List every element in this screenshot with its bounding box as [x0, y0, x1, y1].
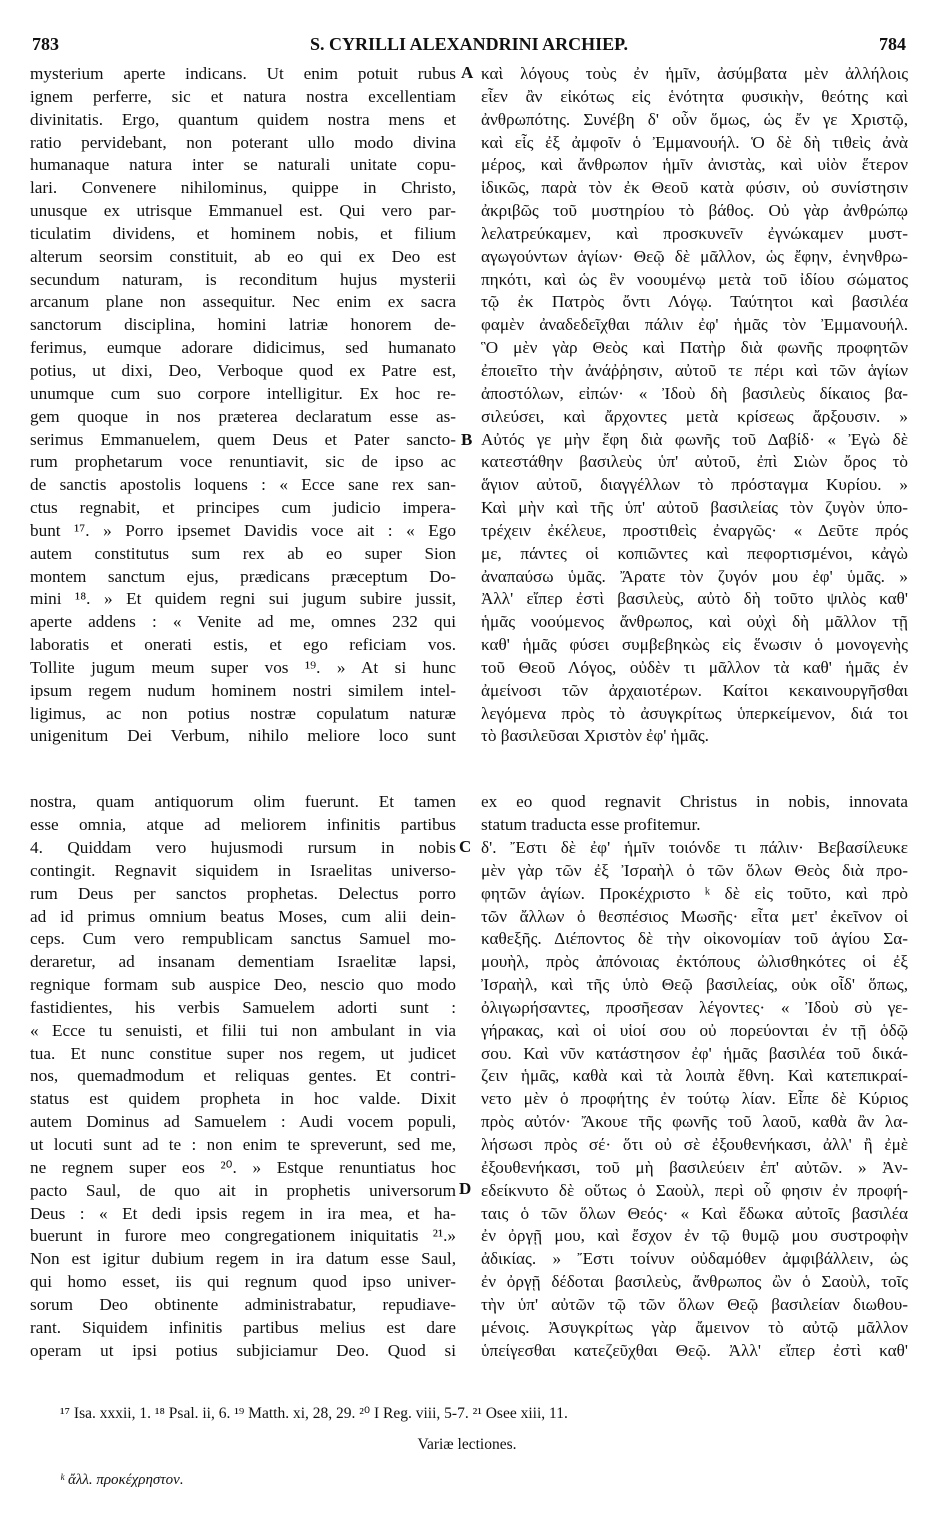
text-line: λελατρεύκαμεν, καὶ προσκυνεῖν ἐγνώκαμεν μυστ- [481, 223, 908, 243]
text-line: δ'. Ἔστι δὲ ἐφ' ἡμῖν τοιόνδε τι πάλιν· Βεβασίλευκε [481, 838, 908, 857]
text-line: bunt ¹⁷. » Porro ipsemet Davidis voce ait : « Ego [30, 520, 456, 540]
text-line: σου. Καὶ νῦν κατάστησον ἐφ' ἡμᾶς βασιλέα τοῦ δικά- [481, 1043, 908, 1063]
text-line: καὶ λόγους τοὺς ἐν ἡμῖν, ἀσύμβατα μὲν ἀλλήλοις [481, 64, 908, 83]
running-title: S. CYRILLI ALEXANDRINI ARCHIEP. [310, 34, 628, 54]
text-line: λεγόμενα πρὸς τὸ ἀσυγκρίτως ὑπερκείμενον, διά τοι [481, 703, 908, 723]
text-line: potius, ut dixi, Deo, Verboque quod ex Patre est, [30, 360, 456, 380]
text-line: operam ut ipsi potius subjiciamur Deo. Quod si [30, 1340, 456, 1360]
text-line: ne regnem super eos ²⁰. » Estque renuntiatus hoc [30, 1157, 456, 1177]
text-line: κατεστάθην βασιλεὺς ὑπ' αὐτοῦ, ἐπὶ Σιὼν ὄρος τὸ [481, 452, 908, 472]
text-line: qui homo esset, iis qui regnum quod ipso univer- [30, 1272, 456, 1292]
text-line: τρέχειν ἐκέλευε, προστιθεὶς ἐναργῶς· « Δεῦτε πρός [481, 520, 908, 540]
text-line: μὲν γὰρ τῶν ἐξ Ἰσραὴλ ὁ τῶν ὅλων Θεὸς διὰ προ- [481, 860, 908, 880]
text-line: τὴν ὑπ' αὐτῶν τῷ τῶν ὅλων Θεῷ βασιλείαν διωθου- [481, 1294, 908, 1314]
right-page-number: 784 [879, 34, 906, 54]
text-line: ἀνθρωπότης. Συνέβη δ' οὖν ὅμως, ὡς ἔν γε Χριστῷ, [481, 109, 908, 129]
text-line: « Ecce tu senuisti, et filii tui non ambulant in via [30, 1020, 456, 1040]
text-line: rant. Siquidem infinitis partibus melius est dare [30, 1317, 456, 1337]
full-width-lines [30, 790, 910, 836]
text-line: autem constitutus sum rex ab eo super Sion [30, 543, 456, 563]
text-line: secundum naturam, is reconditum hujus mysterii [30, 269, 456, 289]
text-line: unusque ex utrisque Emmanuel est. Qui vero par- [30, 201, 456, 221]
text-line: τὸ βασιλεῦσαι Χριστὸν ἐφ' ἡμᾶς. [481, 726, 709, 746]
text-line: fastidientes, his verbis Samuelem adorti sunt : [30, 997, 456, 1017]
text-line: sanctorum disciplina, homini latriæ honorem de- [30, 315, 456, 335]
text-line: εδείκνυτο δὲ οὕτως ὁ Σαοὺλ, περὶ οὗ φησιν ἐν προφή- [481, 1180, 908, 1200]
text-line: ζειν ἡμᾶς, καθὰ καὶ τὰ λοιπὰ ἔθνη. Καὶ κατεπικραί- [481, 1066, 908, 1086]
text-line: ἀκριβῶς τοῦ μυστηρίου τὸ βάθος. Οὐ γὰρ ἀνθρώπῳ [481, 201, 908, 221]
text-line: lari. Convenere nihilominus, quippe in Christo, [30, 178, 456, 198]
text-line: ἐποιεῖτο τὴν ἀνάῤῥησιν, αὐτοῦ τε πέρι καὶ τῶν ἁγίων [481, 360, 908, 380]
text-line: regnique formam sub auspice Deo, nescio quo modo [30, 975, 456, 995]
text-line: ticulatim dividens, et hominem nobis, et filium [30, 223, 456, 243]
text-line: ctus regnabit, et principes cum judicio impera- [30, 498, 456, 518]
latin-column-lower [30, 837, 456, 1362]
text-line: ipsum regem nudum hominem nostri similem intel- [30, 680, 456, 700]
text-line: humanaque natura inter se naturali unitate copu- [30, 155, 456, 175]
text-line: rum prophetarum voce renuntiavit, sic de ipso ac [30, 452, 456, 472]
margin-letter-a: A [461, 63, 474, 82]
text-line: status est quidem propheta in hoc valde. Dixit [30, 1089, 456, 1109]
text-line: ἀποστόλων, εἰπών· « Ἰδοὺ δὴ βασιλεὺς δίκαιος βα- [481, 383, 908, 403]
text-line: τῷ ἐκ Πατρὸς ὄντι Λόγῳ. Ταύτητοι καὶ βασιλέα [481, 292, 908, 312]
text-line: contingit. Regnavit siquidem in Israelitas universo- [30, 860, 456, 880]
text-line: pacto Saul, de quo ait in prophetis universorum [30, 1180, 456, 1200]
text-line: Αὐτός γε μὴν ἔφη διὰ φωνῆς τοῦ Δαβίδ· « Ἐγὼ δὲ [481, 429, 908, 449]
text-line: divinitatis. Ergo, quantum quidem nostra mens et [30, 109, 456, 129]
text-line: tua. Et nunc constitue super nos regem, ut judicet [30, 1043, 456, 1063]
text-line: σιλεύσει, καὶ ἄρχοντες μετὰ κρίσεως ἄρξουσιν. » [481, 406, 908, 426]
text-line: autem Dominus ad Samuelem : Audi vocem populi, [30, 1112, 456, 1132]
left-page-number: 783 [32, 34, 59, 54]
text-line: ferimus, eumque adorare didicimus, sed humanato [30, 338, 456, 358]
text-line: sorum Deo obtinente administrabatur, repudiave- [30, 1294, 456, 1314]
text-line: λήσωσι πρὸς σέ· ὅτι οὐ σὲ ἐξουθενήκασι, ἀλλ' ἢ ἐμὲ [481, 1134, 908, 1154]
text-line: nos, quemadmodum et reliquas gentes. Et contri- [30, 1066, 456, 1086]
greek-column-upper [481, 63, 908, 748]
text-line: μουὴλ, πρὸς ἀπόνοιας ἐκτόπους ὠλισθηκότες οἱ ἐξ [481, 952, 908, 972]
text-line: ligimus, ac non potius nostræ copulatum naturæ [30, 703, 456, 723]
text-line: ὑπείγεσθαι κατεζεῦχθαι Θεῷ. Ἀλλ' εἴπερ ἐστὶ καθ' [481, 1340, 908, 1360]
text-line: τῶν ἄλλων ὁ θεσπέσιος Μωσῆς· εἶτα μετ' ἐκεῖνον οἱ [481, 906, 908, 926]
text-line: ignem perferre, sic et natura nostra excellentiam [30, 86, 456, 106]
text-line: ceps. Cum vero rempublicam sanctus Samuel mo- [30, 929, 456, 949]
margin-letter-c: C [459, 837, 472, 856]
text-line: καθεξῆς. Διέποντος δὲ τὴν οἰκονομίαν τοῦ ἁγίου Σα- [481, 929, 908, 949]
variae-lectiones-title: Variæ lectiones. [417, 1436, 517, 1453]
text-line-latin: esse omnia, atque ad meliorem infinitis partibus [30, 815, 456, 834]
text-line: de sanctis apostolis loquens : « Ecce sane rex san- [30, 475, 456, 495]
text-line: ἀμείνοσι τῶν ἀρχαιοτέρων. Καίτοι κεκαινουργῆσθαι [481, 680, 908, 700]
margin-letter-d: D [459, 1179, 472, 1198]
latin-column-upper [30, 63, 456, 748]
text-line: καὶ εἷς ἐξ ἀμφοῖν ὁ Ἐμμανουήλ. Ὁ δὲ δὴ τιθεὶς ἀνὰ [481, 132, 908, 152]
text-line: 4. Quiddam vero hujusmodi rursum in nobis [30, 838, 456, 857]
text-line: deraretur, ad insanam dementiam Israelitæ lapsi, [30, 952, 456, 972]
full-width-row [30, 813, 910, 836]
text-line: με, πάντες οἱ κοπιῶντες καὶ πεφορτισμένοι, κἀγὼ [481, 543, 908, 563]
greek-column-lower [481, 837, 908, 1362]
text-line: unigenitum Dei Verbum, nihilo meliore loco sunt [30, 726, 456, 746]
text-line: rum Deus per sanctos prophetas. Delectus porro [30, 883, 456, 903]
text-line: τοῦ Θεοῦ Λόγος, οὐδὲν τι μᾶλλον τὰ καθ' ἡμᾶς ἐν [481, 657, 908, 677]
text-line: unumque cum suo corpore intelligitur. Ex hoc re- [30, 383, 456, 403]
text-line: ἅγιον αὐτοῦ, διαγγέλλων τὸ πρόσταγμα Κυρίου. » [481, 475, 908, 495]
text-line: ratio pervidebant, non poterant ullo modo divina [30, 132, 456, 152]
text-line: Ἀλλ' εἴπερ ἐστὶ βασιλεὺς, αὐτὸ δὴ τοῦτο ψιλὸς καθ' [481, 589, 908, 609]
text-line: πηκότι, καὶ ὡς ἓν νοουμένῳ μετὰ τοῦ ἰδίου σώματος [481, 269, 908, 289]
text-line-latin-continued: ex eo quod regnavit Christus in nobis, innovata [481, 792, 908, 811]
text-line: νετο μὲν ὁ προφήτης ἐν τούτῳ λίαν. Εἶπε δὲ Κύριος [481, 1089, 908, 1109]
text-line: φαμὲν ἀναδεδεῖχθαι πάλιν ἐφ' ἡμᾶς τὸν Ἐμμανουήλ. [481, 315, 908, 335]
text-line: ἐν ὀργῇ δέδοται βασιλεὺς, ἄνθρωπος ὢν ὁ Σαοὺλ, τοῖς [481, 1272, 908, 1292]
text-line: μέρος, καὶ ἄνθρωπον ἡμῖν ἀνιστὰς, καὶ υἱὸν ἕτερον [481, 155, 908, 175]
text-line: ἡμᾶς νοούμενος ἄνθρωπος, καὶ οὐχὶ δὴ μᾶλλον τῇ [481, 612, 908, 632]
full-width-row [30, 790, 910, 813]
text-line: buerunt in furore meo congregationem iniquitatis ²¹.» [30, 1226, 456, 1246]
text-line: Καὶ μὴν καὶ τῆς ὑπ' αὐτοῦ βασιλείας τὸν ζυγὸν ὑπο- [481, 498, 908, 518]
text-line: laboratis et onerati estis, et ego reficiam vos. [30, 635, 456, 655]
text-line: mini ¹⁸. » Et quidem regni sui jugum subire jussit, [30, 589, 456, 609]
text-line: ἐν ὀργῇ μου, καὶ ἔσχον ἐν τῷ θυμῷ μου συστροφὴν [481, 1226, 908, 1246]
text-line: ut locuti sunt ad te : non enim te spreverunt, sed me, [30, 1134, 456, 1154]
text-line: αγωγούντων ἁγίων· Θεῷ δὲ μᾶλλον, ὡς ἔφην, ἐνηνθρω- [481, 246, 908, 266]
text-line: alterum seorsim constituit, ab eo qui ex Deo est [30, 246, 456, 266]
text-line: aperte addens : « Venite ad me, omnes 232 qui [30, 612, 456, 632]
text-line: Ὃ μὲν γὰρ Θεὸς καὶ Πατὴρ διὰ φωνῆς προφητῶν [481, 338, 908, 358]
variant-reading: ᵏ ἄλλ. προκέχρηστον. [60, 1472, 184, 1488]
text-line: φητῶν ἁγίων. Προκέχριστο ᵏ δὲ εἰς τοῦτο, καὶ πρὸ [481, 883, 908, 903]
text-line: Non est igitur dubium regem in ira datum esse Saul, [30, 1249, 456, 1269]
text-line: ὀλιγωρήσαντες, προσῆεσαν λέγοντες· « Ἰδοὺ σὺ γε- [481, 997, 908, 1017]
text-line: ταις ὁ τῶν ὅλων Θεός· « Καὶ ἔδωκα αὐτοῖς βασιλέα [481, 1203, 908, 1223]
footnotes: ¹⁷ Isa. xxxii, 1. ¹⁸ Psal. ii, 6. ¹⁹ Matth. xi, 28, 29. ²⁰ I Reg. viii, 5-7. ²¹ Osee xiii, 11. [60, 1405, 568, 1422]
text-line-latin: nostra, quam antiquorum olim fuerunt. Et tamen [30, 792, 456, 811]
text-line: serimus Emmanuelem, quem Deus et Pater sancto- [30, 429, 456, 449]
running-header [30, 30, 908, 60]
text-line: ἀναπαύσω ὑμᾶς. Ἄρατε τὸν ζυγόν μου ἐφ' ὑμᾶς. » [481, 566, 908, 586]
text-line: gem quoque in nos præterea declaratum esse as- [30, 406, 456, 426]
text-line: μένοις. Ἀσυγκρίτως γὰρ ἄμεινον τὸ αὐτῷ μᾶλλον [481, 1317, 908, 1337]
text-line: εἶεν ἂν εἰκότως εἰς ἑνότητα φυσικὴν, θεότης καὶ [481, 86, 908, 106]
text-line: Tollite jugum meum super vos ¹⁹. » At si hunc [30, 657, 456, 677]
text-line: ἰδικῶς, παρὰ τὸν ἐκ Θεοῦ κατὰ φύσιν, οὐ συνίστησιν [481, 178, 908, 198]
text-line: ἐξουθενήκασι, τοῦ μὴ βασιλεύειν ἐπ' αὐτῶν. » Ἀν- [481, 1157, 908, 1177]
text-line: mysterium aperte indicans. Ut enim potuit rubus [30, 64, 456, 83]
margin-letter-b: B [461, 430, 473, 449]
text-line: γήρακας, καὶ οἱ υἱοί σου οὐ πορεύονται ἐν τῇ ὁδῷ [481, 1020, 908, 1040]
text-line-latin-continued: statum traducta esse profitemur. [481, 815, 701, 834]
text-line: Ἰσραὴλ, καὶ τῆς ὑπὸ Θεῷ βασιλείας, οὐκ οἶδ' ὅπως, [481, 975, 908, 995]
text-line: πρὸς αὐτόν· Ἄκουε τῆς φωνῆς τοῦ λαοῦ, καθὰ ἂν λα- [481, 1112, 908, 1132]
text-line: ad id primus omnium beatus Moses, cum alii dein- [30, 906, 456, 926]
text-line: montem sanctum ejus, prædicans præceptum Do- [30, 566, 456, 586]
text-line: καθ' ἡμᾶς φύσει συμβεβηκὼς εἰς ἕνωσιν ὁ μονογενὴς [481, 635, 908, 655]
text-line: Deus : « Et dedi ipsis regem in ira mea, et ha- [30, 1203, 456, 1223]
text-line: arcanum plane non assequitur. Nec enim ex sacra [30, 292, 456, 312]
text-line: ἀδικίας. » Ἔστι τοίνυν οὐδαμόθεν ἀμφιβάλλειν, ὡς [481, 1249, 908, 1269]
